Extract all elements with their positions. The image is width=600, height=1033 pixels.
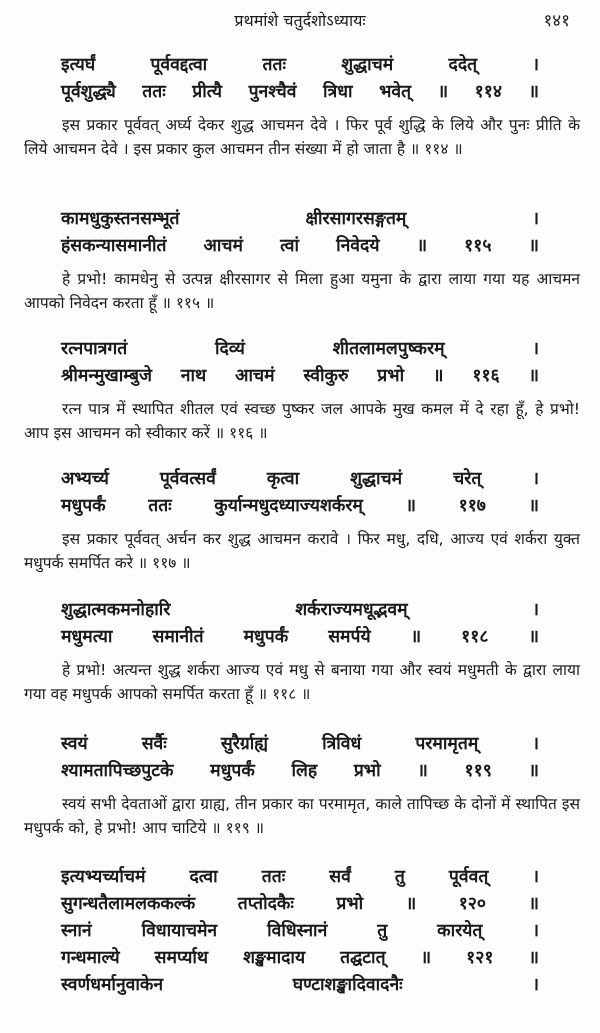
hindi-translation: इस प्रकार पूर्ववत् अर्घ्य देकर शुद्ध आचमन देवे । फिर पूर्व शुद्धि के लिये और पुनः प्रीति के लिये आचमन देवे । इस प्रकार कुल आचमन तीन संख्या में हो जाता है ॥ ११४ ॥: [24, 116, 580, 158]
shloka-section: [0, 206, 600, 315]
verse-line: कामधुकुस्तनसम्भूतं क्षीरसागरसङ्गतम् ।: [61, 209, 539, 229]
hindi-translation: स्वयं सभी देवताओं द्वारा ग्राह्य, तीन प्रकार का परमामृत, काले तापिच्छ के दोनों में स्थापित इस मधुपर्क को, हे प्रभो! आप चाटिये ॥ ११९ ॥: [24, 795, 580, 837]
verse-line: गन्धमाल्ये समर्प्याथ शङ्खमादाय तद्घटात् ॥ १२१ ॥: [61, 948, 539, 968]
sanskrit-verse: [61, 52, 539, 106]
running-header: [0, 8, 600, 34]
verse-line: पूर्वशुद्ध्यै ततः प्रीत्यै पुनश्चैवं त्रिधा भवेत् ॥ ११४ ॥: [61, 82, 539, 102]
shloka-section: [0, 466, 600, 575]
hindi-translation: रत्न पात्र में स्थापित शीतल एवं स्वच्छ पुष्कर जल आपके मुख कमल में दे रहा हूँ, हे प्रभो! आप इस आचमन को स्वीकार करें ॥ ११६ ॥: [24, 400, 580, 442]
chapter-heading: प्रथमांशे चतुर्दशोऽध्यायः: [234, 11, 366, 30]
shloka-section: [0, 731, 600, 840]
verse-line: शुद्धात्मकमनोहारि शर्कराज्यमधूद्भवम् ।: [61, 600, 539, 620]
verse-line: स्वयं सर्वैः सुरैर्ग्राह्यं त्रिविधं परमामृतम् ।: [61, 734, 539, 754]
hindi-translation: इस प्रकार पूर्ववत् अर्चन कर शुद्ध आचमन करावे । फिर मधु, दधि, आज्य एवं शर्करा युक्त मधुपर्क समर्पित करे ॥ ११७ ॥: [24, 530, 580, 572]
verse-line: मधुपर्कं ततः कुर्यान्मधुदध्याज्यशर्करम् ॥ ११७ ॥: [61, 496, 539, 516]
verse-line: इत्यर्घं पूर्ववद्दत्वा ततः शुद्धाचमं ददेत् ।: [61, 55, 539, 75]
shloka-section: [0, 52, 600, 161]
verse-line: श्रीमन्मुखाम्बुजे नाथ आचमं स्वीकुरु प्रभो ॥ ११६ ॥: [61, 366, 539, 386]
verse-line: रत्नपात्रगतं दिव्यं शीतलामलपुष्करम् ।: [61, 339, 539, 359]
shloka-section: [0, 864, 600, 999]
verse-line: इत्यभ्यर्च्याचमं दत्वा ततः सर्वं तु पूर्ववत् ।: [61, 867, 539, 887]
hindi-translation: हे प्रभो! अत्यन्त शुद्ध शर्करा आज्य एवं मधु से बनाया गया और स्वयं मधुमती के द्वारा लाया गया वह मधुपर्क आपको समर्पित करता हूँ ॥ ११८ ॥: [24, 661, 580, 703]
verse-line: हंसकन्यासमानीतं आचमं त्वां निवेदये ॥ ११५ ॥: [61, 236, 539, 256]
sanskrit-verse: [61, 731, 539, 785]
page-number: १४१: [543, 11, 570, 31]
sanskrit-verse: [61, 206, 539, 260]
sanskrit-verse: [61, 864, 539, 999]
hindi-translation: हे प्रभो! कामधेनु से उत्पन्न क्षीरसागर से मिला हुआ यमुना के द्वारा लाया गया यह आचमन आपको निवेदन करता हूँ ॥ ११५ ॥: [24, 270, 580, 312]
verse-line: सुगन्धतैलामलककल्कं तप्तोदकैः प्रभो ॥ १२० ॥: [61, 894, 539, 914]
verse-line: स्वर्णधर्मानुवाकेन घण्टाशङ्खादिवादनैः ।: [61, 975, 539, 995]
sanskrit-verse: [61, 597, 539, 651]
sanskrit-verse: [61, 466, 539, 520]
verse-line: मधुमत्या समानीतं मधुपर्कं समर्पये ॥ ११८ ॥: [61, 627, 539, 647]
verse-line: अभ्यर्च्य पूर्ववत्सर्वं कृत्वा शुद्धाचमं चरेत् ।: [61, 469, 539, 489]
sanskrit-verse: [61, 336, 539, 390]
verse-line: स्नानं विधायाचमेन विधिस्नानं तु कारयेत् ।: [61, 921, 539, 941]
shloka-section: [0, 597, 600, 706]
verse-line: श्यामतापिच्छपुटके मधुपर्कं लिह प्रभो ॥ ११९ ॥: [61, 761, 539, 781]
shloka-section: [0, 336, 600, 445]
